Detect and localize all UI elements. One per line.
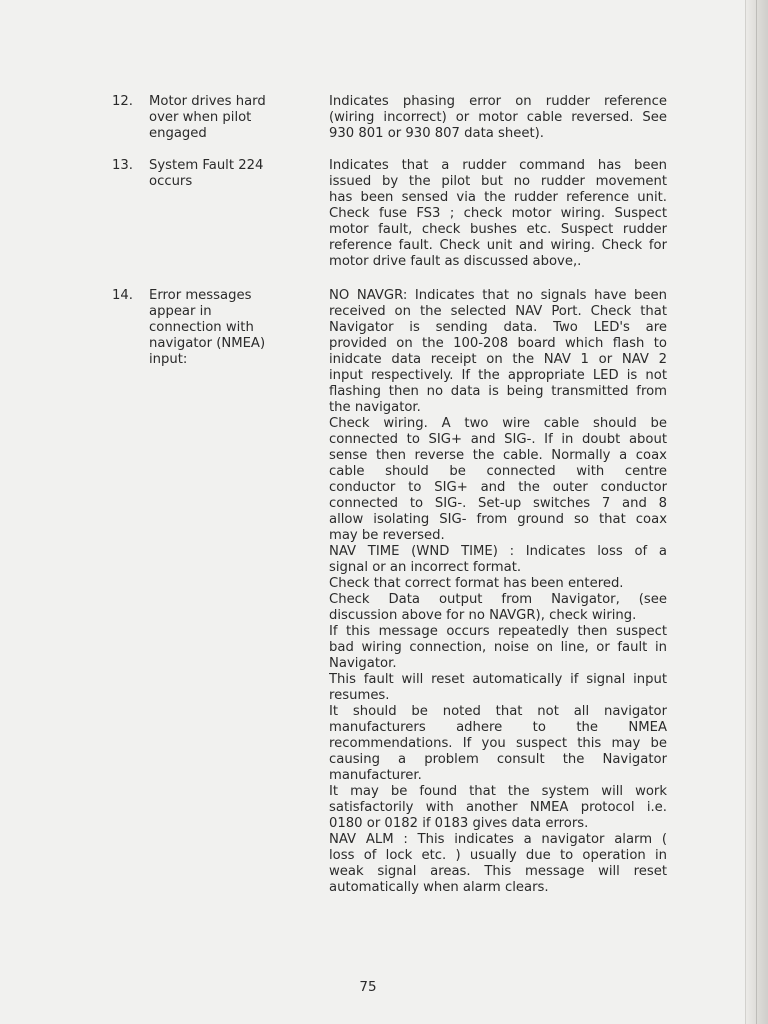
description-line: connected to SIG+ and SIG-. If in doubt about bbox=[329, 432, 667, 447]
description-line: If this message occurs repeatedly then suspect bbox=[329, 624, 667, 639]
description-line: the navigator. bbox=[329, 400, 421, 415]
description-line: NO NAVGR: Indicates that no signals have been bbox=[329, 288, 667, 303]
description-line: This fault will reset automatically if signal input bbox=[329, 672, 667, 687]
description-line: Navigator is sending data. Two LED's are bbox=[329, 320, 667, 335]
description-line: manufacturer. bbox=[329, 768, 422, 783]
description-line: recommendations. If you suspect this may be bbox=[329, 736, 667, 751]
symptom-line: occurs bbox=[149, 174, 193, 189]
description-line: Navigator. bbox=[329, 656, 397, 671]
entry-symptom bbox=[149, 94, 299, 142]
description-line: NAV TIME (WND TIME) : Indicates loss of a bbox=[329, 544, 667, 559]
description-line: It should be noted that not all navigator bbox=[329, 704, 667, 719]
description-line: may be reversed. bbox=[329, 528, 445, 543]
description-line: manufacturers adhere to the NMEA bbox=[329, 720, 667, 735]
description-line: Indicates phasing error on rudder reference bbox=[329, 94, 667, 109]
description-line: sense then reverse the cable. Normally a coax bbox=[329, 448, 667, 463]
symptom-line: System Fault 224 bbox=[149, 158, 264, 173]
description-line: allow isolating SIG- from ground so that coax bbox=[329, 512, 667, 527]
symptom-line: Error messages bbox=[149, 288, 252, 303]
description-line: Check Data output from Navigator, (see bbox=[329, 592, 667, 607]
description-line: resumes. bbox=[329, 688, 390, 703]
symptom-line: connection with bbox=[149, 320, 254, 335]
symptom-line: navigator (NMEA) bbox=[149, 336, 266, 351]
entry-description bbox=[329, 288, 667, 896]
description-line: bad wiring connection, noise on line, or fault in bbox=[329, 640, 667, 655]
description-line: discussion above for no NAVGR), check wiring. bbox=[329, 608, 637, 623]
entry-symptom bbox=[149, 158, 299, 190]
description-line: motor drive fault as discussed above,. bbox=[329, 254, 582, 269]
description-line: 930 801 or 930 807 data sheet). bbox=[329, 126, 544, 141]
description-line: issued by the pilot but no rudder movement bbox=[329, 174, 667, 189]
page-edge bbox=[745, 0, 768, 1024]
description-line: motor fault, check bushes etc. Suspect rudder bbox=[329, 222, 667, 237]
description-line: flashing then no data is being transmitted from bbox=[329, 384, 667, 399]
description-line: input respectively. If the appropriate LED is not bbox=[329, 368, 667, 383]
symptom-line: Motor drives hard bbox=[149, 94, 266, 109]
description-line: Indicates that a rudder command has been bbox=[329, 158, 667, 173]
description-line: Check wiring. A two wire cable should be bbox=[329, 416, 667, 431]
symptom-line: input: bbox=[149, 352, 188, 367]
description-line: cable should be connected with centre bbox=[329, 464, 667, 479]
description-line: NAV ALM : This indicates a navigator alarm ( bbox=[329, 832, 667, 847]
description-line: It may be found that the system will work bbox=[329, 784, 667, 799]
entry-number: 14. bbox=[112, 288, 133, 303]
description-line: automatically when alarm clears. bbox=[329, 880, 549, 895]
symptom-line: over when pilot bbox=[149, 110, 252, 125]
description-line: signal or an incorrect format. bbox=[329, 560, 522, 575]
symptom-line: appear in bbox=[149, 304, 212, 319]
description-line: inidcate data receipt on the NAV 1 or NAV 2 bbox=[329, 352, 667, 367]
description-line: Check that correct format has been entered. bbox=[329, 576, 624, 591]
entry-description bbox=[329, 158, 667, 270]
description-line: reference fault. Check unit and wiring. Check for bbox=[329, 238, 667, 253]
page-number: 75 bbox=[359, 979, 377, 995]
entry-description bbox=[329, 94, 667, 142]
description-line: received on the selected NAV Port. Check that bbox=[329, 304, 667, 319]
description-line: loss of lock etc. ) usually due to operation in bbox=[329, 848, 667, 863]
description-line: has been sensed via the rudder reference unit. bbox=[329, 190, 667, 205]
entry-symptom bbox=[149, 288, 299, 368]
entry-number: 12. bbox=[112, 94, 133, 109]
description-line: provided on the 100-208 board which flash to bbox=[329, 336, 667, 351]
description-line: conductor to SIG+ and the outer conductor bbox=[329, 480, 667, 495]
symptom-line: engaged bbox=[149, 126, 207, 141]
description-line: (wiring incorrect) or motor cable reversed. See bbox=[329, 110, 667, 125]
description-line: satisfactorily with another NMEA protocol i.e. bbox=[329, 800, 667, 815]
entry-number: 13. bbox=[112, 158, 133, 173]
description-line: causing a problem consult the Navigator bbox=[329, 752, 667, 767]
description-line: Check fuse FS3 ; check motor wiring. Suspect bbox=[329, 206, 667, 221]
description-line: weak signal areas. This message will reset bbox=[329, 864, 667, 879]
description-line: 0180 or 0182 if 0183 gives data errors. bbox=[329, 816, 589, 831]
description-line: connected to SIG-. Set-up switches 7 and 8 bbox=[329, 496, 667, 511]
